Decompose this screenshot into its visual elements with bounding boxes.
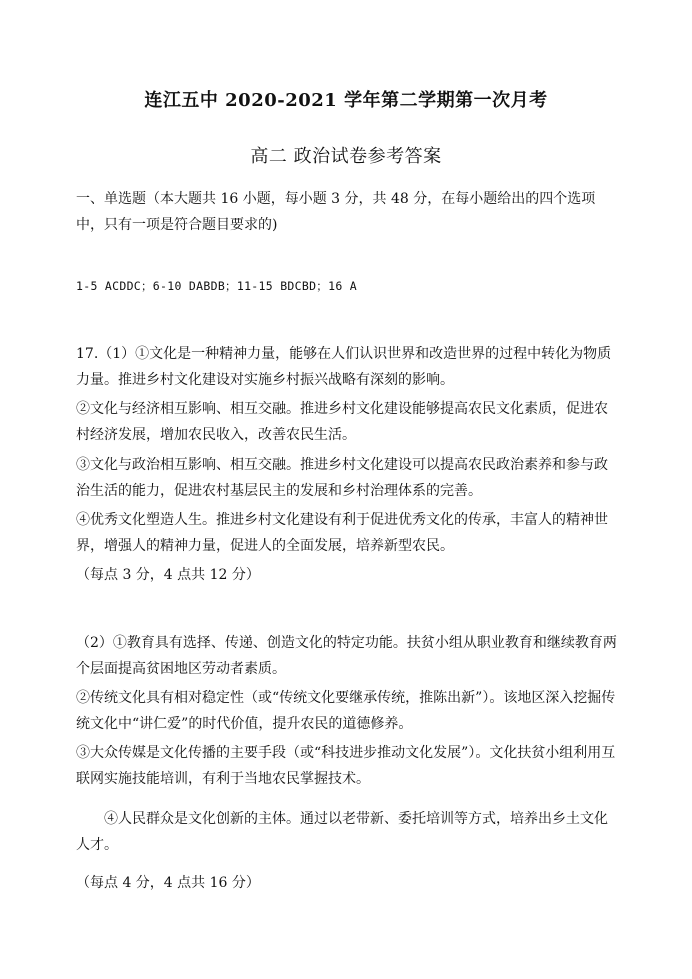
- q17-part1-score: （每点 3 分，4 点共 12 分）: [76, 567, 260, 583]
- q17-part2-score: （每点 4 分，4 点共 16 分）: [76, 875, 260, 891]
- page-title: 连江五中 2020-2021 学年第二学期第一次月考: [144, 90, 548, 111]
- q17-part1-point4: ④优秀文化塑造人生。推进乡村文化建设有利于促进优秀文化的传承，丰富人的精神世界，增强人的精神力量，促进人的全面发展，培养新型农民。: [76, 512, 608, 554]
- q17-part1-point1: 17.（1）①文化是一种精神力量，能够在人们认识世界和改造世界的过程中转化为物质力量。推进乡村文化建设对实施乡村振兴战略有深刻的影响。: [76, 346, 612, 388]
- section1-heading: 一、单选题（本大题共 16 小题，每小题 3 分，共 48 分，在每小题给出的四个选项中，只有一项是符合题目要求的): [76, 191, 596, 233]
- q17-part2-point3: ③大众传媒是文化传播的主要手段（或“科技进步推动文化发展”）。文化扶贫小组利用互联网实施技能培训，有利于当地农民掌握技术。: [76, 745, 616, 787]
- q17-part1-point2: ②文化与经济相互影响、相互交融。推进乡村文化建设能够提高农民文化素质，促进农村经济发展，增加农民收入，改善农民生活。: [76, 401, 608, 443]
- q17-part2-point4: ④人民群众是文化创新的主体。通过以老带新、委托培训等方式，培养出乡土文化人才。: [76, 811, 608, 853]
- q17-part1-point3: ③文化与政治相互影响、相互交融。推进乡村文化建设可以提高农民政治素养和参与政治生活的能力，促进农村基层民主的发展和乡村治理体系的完善。: [76, 457, 608, 499]
- multiple-choice-answers: 1-5 ACDDC；6-10 DABDB；11-15 BDCBD；16 A: [76, 279, 358, 293]
- page-subtitle: 高二 政治试卷参考答案: [250, 146, 442, 167]
- q17-part2-point2: ②传统文化具有相对稳定性（或“传统文化要继承传统，推陈出新”）。该地区深入挖掘传统文化中“讲仁爱”的时代价值，提升农民的道德修养。: [76, 690, 616, 732]
- q17-part2-point1: （2）①教育具有选择、传递、创造文化的特定功能。扶贫小组从职业教育和继续教育两个层面提高贫困地区劳动者素质。: [76, 635, 617, 677]
